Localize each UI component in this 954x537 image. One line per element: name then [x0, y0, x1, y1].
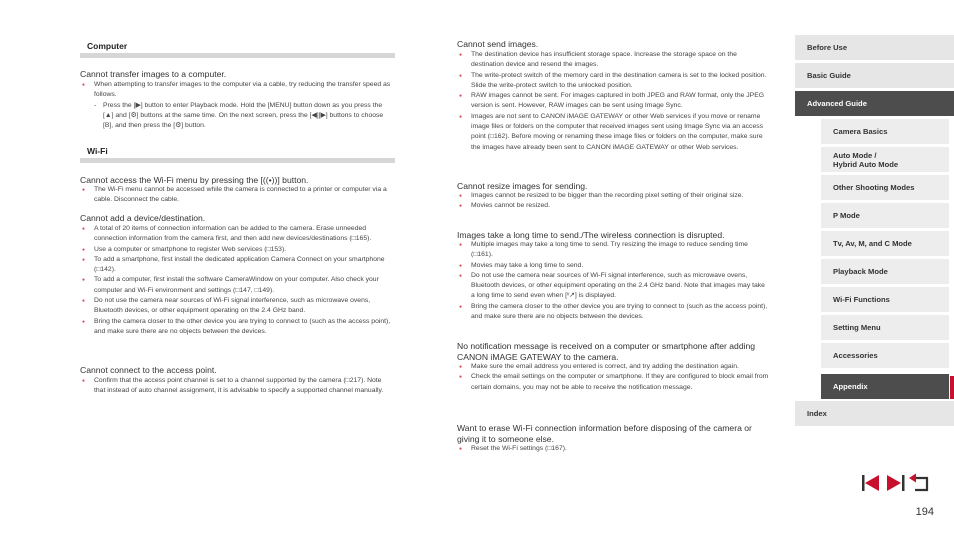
- nav-wifi-functions[interactable]: [821, 287, 949, 313]
- list-notification: [457, 362, 769, 393]
- nav-p-mode[interactable]: [821, 203, 949, 229]
- nav-label-line1: Auto Mode /: [833, 150, 877, 160]
- list-item: ● To add a smartphone, first install the dedicated application Camera Connect on your smartphone (□142).: [80, 255, 392, 276]
- list-item: ● Make sure the email address you entered is correct, and try adding the destination again.: [457, 362, 769, 372]
- nav-setting-menu[interactable]: [821, 315, 949, 341]
- list-item: ● Bring the camera closer to the other device you are trying to connect to (such as the access point), and make sure there are no objects between the devices.: [80, 317, 392, 338]
- section-wifi: Wi-Fi: [80, 146, 395, 163]
- nav-before-use[interactable]: [795, 35, 954, 61]
- list-item: ● Use a computer or smartphone to register Web services (□153).: [80, 245, 392, 255]
- list-transfer: [80, 80, 392, 131]
- list-item: ● Multiple images may take a long time to send. Try resizing the image to reduce sending time (□161).: [457, 240, 769, 261]
- page-navigation: [859, 472, 931, 494]
- list-item: ● Images cannot be resized to be bigger than the recording pixel setting of their original size.: [457, 191, 769, 201]
- nav-label-line2: Hybrid Auto Mode: [833, 159, 899, 169]
- list-item: ● Images are not sent to CANON iMAGE GATEWAY or other Web services if you move or rename image files or folders on the computer that received images sent using Image Sync via an access point (□162). Before moving or renaming these image files or folders on the computer, make sure the images have already been sent to CANON iMAGE GATEWAY or other Web services.: [457, 112, 769, 153]
- nav-appendix[interactable]: [821, 374, 949, 400]
- nav-label: Playback Mode: [833, 267, 888, 276]
- list-resize: [457, 191, 769, 212]
- list-long-time: [457, 240, 769, 322]
- nav-accessories[interactable]: [821, 343, 949, 369]
- nav-other-shooting[interactable]: [821, 175, 949, 201]
- list-erase-wifi: [457, 444, 769, 454]
- heading-send-images: Cannot send images.: [457, 39, 539, 49]
- nav-label: Camera Basics: [833, 127, 888, 136]
- list-item: ● Movies may take a long time to send.: [457, 261, 769, 271]
- nav-tv-av[interactable]: [821, 231, 949, 257]
- nav-label: Appendix: [833, 382, 868, 391]
- list-item: ● Movies cannot be resized.: [457, 201, 769, 211]
- list-item: ● Bring the camera closer to the other device you are trying to connect to (such as the access point), and make sure there are no objects between the devices.: [457, 302, 769, 323]
- nav-advanced-guide[interactable]: [795, 91, 954, 117]
- nav-playback[interactable]: [821, 259, 949, 285]
- nav-label: Before Use: [807, 43, 848, 52]
- nav-label: Other Shooting Modes: [833, 183, 915, 192]
- section-computer: Computer: [80, 41, 395, 58]
- prev-page-icon: [859, 472, 883, 494]
- list-access-point: [80, 376, 392, 397]
- nav-auto-mode[interactable]: [821, 147, 949, 173]
- nav-label: [833, 151, 898, 169]
- prev-page-button[interactable]: [859, 472, 883, 494]
- nav-index[interactable]: [795, 401, 954, 427]
- nav-label: Index: [807, 409, 827, 418]
- heading-access-point: Cannot connect to the access point.: [80, 365, 217, 375]
- return-button[interactable]: [907, 472, 931, 494]
- current-section-marker: [950, 376, 954, 399]
- list-item: ● RAW images cannot be sent. For images captured in both JPEG and RAW format, only the JPEG version is sent. However, RAW images can be sent using Image Sync.: [457, 91, 769, 112]
- nav-camera-basics[interactable]: [821, 119, 949, 145]
- heading-transfer: Cannot transfer images to a computer.: [80, 69, 227, 79]
- heading-wifi-menu: Cannot access the Wi-Fi menu by pressing the [((•))] button.: [80, 175, 309, 185]
- list-item: ● A total of 20 items of connection information can be added to the camera. Erase unneeded connection information from the camera first, and then add new devices/destinations (□165).: [80, 224, 392, 245]
- list-item: ● Do not use the camera near sources of Wi-Fi signal interference, such as microwave ovens, Bluetooth devices, or other equipment operating on the 2.4 GHz band. Note that images may take a long time to send even when [ᵛ↗] is displayed.: [457, 271, 769, 302]
- nav-basic-guide[interactable]: [795, 63, 954, 89]
- heading-notification: No notification message is received on a computer or smartphone after adding CANON iMAGE GATEWAY to the camera.: [457, 341, 756, 362]
- nav-label: Accessories: [833, 351, 878, 360]
- list-item: ● When attempting to transfer images to the computer via a cable, try reducing the transfer speed as follows.: [80, 80, 392, 101]
- nav-label: Tv, Av, M, and C Mode: [833, 239, 912, 248]
- list-item: ● Do not use the camera near sources of Wi-Fi signal interference, such as microwave ovens, Bluetooth devices, or other equipment operating on the 2.4 GHz band.: [80, 296, 392, 317]
- nav-label: Basic Guide: [807, 71, 851, 80]
- list-item: ● Reset the Wi-Fi settings (□167).: [457, 444, 769, 454]
- heading-add-device: Cannot add a device/destination.: [80, 213, 206, 223]
- nav-label: P Mode: [833, 211, 860, 220]
- list-item: ● Confirm that the access point channel is set to a channel supported by the camera (□217). Note that instead of auto channel assignment, it is advisable to specify a supported channel manually.: [80, 376, 392, 397]
- nav-label: Advanced Guide: [807, 99, 867, 108]
- list-item: ● Check the email settings on the computer or smartphone. If they are configured to block email from certain domains, you may not be able to receive the notification message.: [457, 372, 769, 393]
- heading-erase-wifi: Want to erase Wi-Fi connection information before disposing of the camera or giving it to someone else.: [457, 423, 752, 444]
- heading-resize: Cannot resize images for sending.: [457, 181, 588, 191]
- list-add-device: [80, 224, 392, 337]
- next-page-icon: [883, 472, 907, 494]
- return-icon: [907, 472, 933, 494]
- list-item: ● The Wi-Fi menu cannot be accessed while the camera is connected to a printer or computer via a cable. Disconnect the cable.: [80, 185, 392, 206]
- list-send-images: [457, 50, 769, 153]
- nav-label: Wi-Fi Functions: [833, 295, 890, 304]
- list-subitem: - Press the [▶] button to enter Playback mode. Hold the [MENU] button down as you press the [▲] and [⚙] buttons at the same time. On the next screen, press the [◀][▶] buttons to choose [B], and then press the [⚙] button.: [80, 101, 392, 132]
- list-item: ● The write-protect switch of the memory card in the destination camera is set to the locked position. Slide the write-protect switch to the unlocked position.: [457, 71, 769, 92]
- list-wifi-menu: [80, 185, 392, 206]
- nav-label: Setting Menu: [833, 323, 881, 332]
- heading-long-time: Images take a long time to send./The wireless connection is disrupted.: [457, 230, 725, 240]
- list-item: ● The destination device has insufficient storage space. Increase the storage space on the destination device and resend the images.: [457, 50, 769, 71]
- next-page-button[interactable]: [883, 472, 907, 494]
- page-number: 194: [915, 506, 934, 518]
- list-item: ● To add a computer, first install the software CameraWindow on your computer. Also check your computer and Wi-Fi environment and settings (□147, □149).: [80, 275, 392, 296]
